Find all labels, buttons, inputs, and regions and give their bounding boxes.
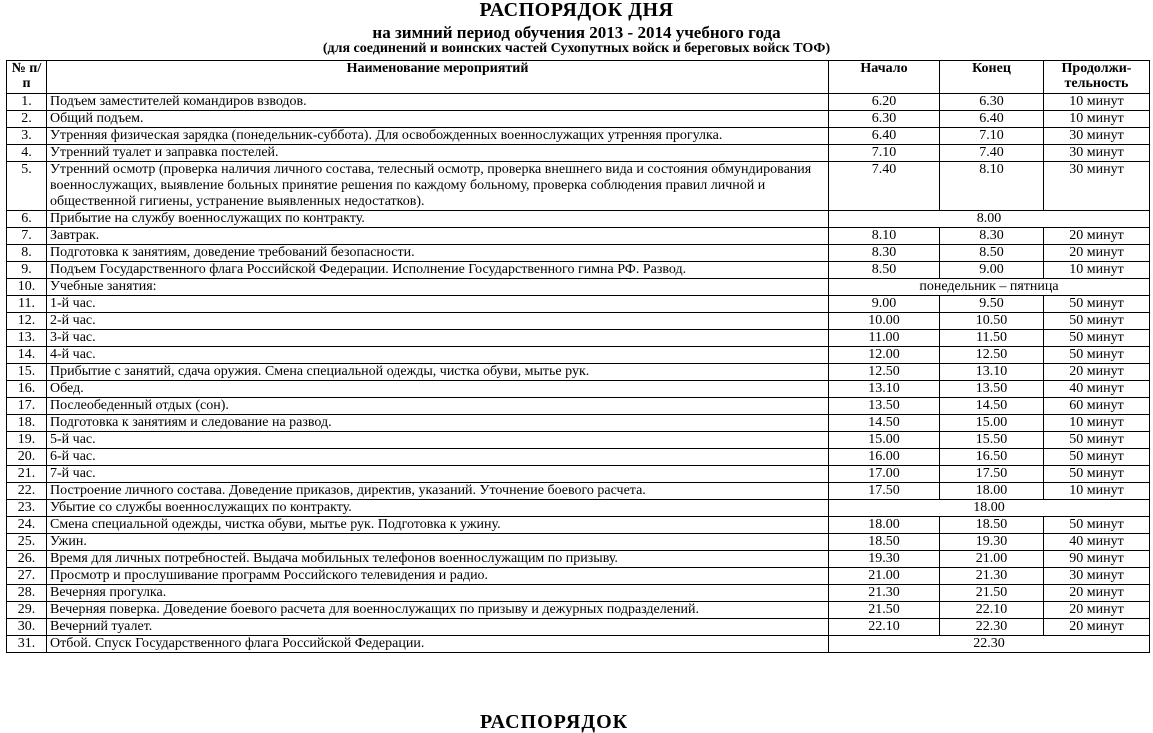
table-row	[7, 432, 1150, 449]
row-end-time: 22.30	[829, 636, 1150, 653]
row-number: 22.	[7, 483, 47, 500]
start-time: 13.50	[829, 398, 940, 415]
table-row	[7, 517, 1150, 534]
row-number: 2.	[7, 111, 47, 128]
activity-name: 5-й час.	[47, 432, 829, 449]
row-end-time: 8.00	[829, 211, 1150, 228]
row-number: 8.	[7, 245, 47, 262]
duration: 10 минут	[1044, 111, 1150, 128]
start-time: 6.30	[829, 111, 940, 128]
document-title: РАСПОРЯДОК ДНЯ	[479, 0, 674, 21]
table-row	[7, 145, 1150, 162]
activity-name: 2-й час.	[47, 313, 829, 330]
start-time: 18.50	[829, 534, 940, 551]
row-end-time: 18.00	[829, 500, 1150, 517]
start-time: 12.00	[829, 347, 940, 364]
next-page-title-fragment: РАСПОРЯДОК	[480, 711, 629, 733]
row-period: понедельник – пятница	[829, 279, 1150, 296]
start-time: 17.00	[829, 466, 940, 483]
end-time: 13.10	[940, 364, 1044, 381]
start-time: 21.30	[829, 585, 940, 602]
table-row	[7, 619, 1150, 636]
end-time: 17.50	[940, 466, 1044, 483]
table-row	[7, 636, 1150, 653]
end-time: 14.50	[940, 398, 1044, 415]
table-row	[7, 262, 1150, 279]
header-start: Начало	[829, 61, 940, 94]
duration: 20 минут	[1044, 364, 1150, 381]
activity-name: Подготовка к занятиям и следование на развод.	[47, 415, 829, 432]
table-row	[7, 279, 1150, 296]
table-row	[7, 568, 1150, 585]
row-number: 19.	[7, 432, 47, 449]
activity-name: Учебные занятия:	[47, 279, 829, 296]
start-time: 10.00	[829, 313, 940, 330]
activity-name: Прибытие на службу военнослужащих по контракту.	[47, 211, 829, 228]
row-number: 23.	[7, 500, 47, 517]
row-number: 7.	[7, 228, 47, 245]
table-row	[7, 128, 1150, 145]
duration: 10 минут	[1044, 262, 1150, 279]
duration: 50 минут	[1044, 313, 1150, 330]
start-time: 14.50	[829, 415, 940, 432]
start-time: 6.20	[829, 94, 940, 111]
end-time: 7.10	[940, 128, 1044, 145]
end-time: 12.50	[940, 347, 1044, 364]
table-row	[7, 585, 1150, 602]
activity-name: Смена специальной одежды, чистка обуви, мытье рук. Подготовка к ужину.	[47, 517, 829, 534]
end-time: 11.50	[940, 330, 1044, 347]
activity-name: Просмотр и прослушивание программ Российского телевидения и радио.	[47, 568, 829, 585]
activity-name: Подъем Государственного флага Российской Федерации. Исполнение Государственного гимна РФ. Развод.	[47, 262, 829, 279]
end-time: 22.10	[940, 602, 1044, 619]
activity-name: Завтрак.	[47, 228, 829, 245]
activity-name: Вечерний туалет.	[47, 619, 829, 636]
end-time: 13.50	[940, 381, 1044, 398]
end-time: 16.50	[940, 449, 1044, 466]
row-number: 11.	[7, 296, 47, 313]
row-number: 14.	[7, 347, 47, 364]
duration: 50 минут	[1044, 296, 1150, 313]
document-subtitle: на зимний период обучения 2013 - 2014 учебного года	[372, 23, 781, 42]
row-number: 3.	[7, 128, 47, 145]
duration: 30 минут	[1044, 162, 1150, 211]
duration: 30 минут	[1044, 128, 1150, 145]
duration: 50 минут	[1044, 449, 1150, 466]
end-time: 7.40	[940, 145, 1044, 162]
end-time: 9.50	[940, 296, 1044, 313]
activity-name: Время для личных потребностей. Выдача мобильных телефонов военнослужащим по призыву.	[47, 551, 829, 568]
row-number: 5.	[7, 162, 47, 211]
activity-name: Утренняя физическая зарядка (понедельник-суббота). Для освобожденных военнослужащих утренняя прогулка.	[47, 128, 829, 145]
start-time: 13.10	[829, 381, 940, 398]
table-row	[7, 162, 1150, 211]
table-row	[7, 245, 1150, 262]
row-number: 29.	[7, 602, 47, 619]
end-time: 15.50	[940, 432, 1044, 449]
start-time: 22.10	[829, 619, 940, 636]
duration: 50 минут	[1044, 466, 1150, 483]
row-number: 25.	[7, 534, 47, 551]
duration: 40 минут	[1044, 534, 1150, 551]
table-row	[7, 364, 1150, 381]
duration: 50 минут	[1044, 432, 1150, 449]
end-time: 8.30	[940, 228, 1044, 245]
activity-name: Ужин.	[47, 534, 829, 551]
end-time: 6.30	[940, 94, 1044, 111]
activity-name: Утренний туалет и заправка постелей.	[47, 145, 829, 162]
start-time: 7.40	[829, 162, 940, 211]
duration: 50 минут	[1044, 330, 1150, 347]
end-time: 18.00	[940, 483, 1044, 500]
row-number: 12.	[7, 313, 47, 330]
row-number: 15.	[7, 364, 47, 381]
table-row	[7, 228, 1150, 245]
row-number: 27.	[7, 568, 47, 585]
start-time: 21.50	[829, 602, 940, 619]
row-number: 26.	[7, 551, 47, 568]
duration: 20 минут	[1044, 602, 1150, 619]
row-number: 17.	[7, 398, 47, 415]
row-number: 4.	[7, 145, 47, 162]
table-row	[7, 381, 1150, 398]
end-time: 8.50	[940, 245, 1044, 262]
activity-name: Убытие со службы военнослужащих по контракту.	[47, 500, 829, 517]
duration: 30 минут	[1044, 145, 1150, 162]
duration: 50 минут	[1044, 517, 1150, 534]
table-row	[7, 551, 1150, 568]
table-row	[7, 111, 1150, 128]
table-header-row	[7, 61, 1150, 94]
activity-name: Общий подъем.	[47, 111, 829, 128]
table-row	[7, 466, 1150, 483]
start-time: 6.40	[829, 128, 940, 145]
activity-name: Прибытие с занятий, сдача оружия. Смена специальной одежды, чистка обуви, мытье рук.	[47, 364, 829, 381]
end-time: 8.10	[940, 162, 1044, 211]
table-row	[7, 398, 1150, 415]
table-row	[7, 211, 1150, 228]
table-row	[7, 602, 1150, 619]
activity-name: Обед.	[47, 381, 829, 398]
table-body	[7, 94, 1150, 653]
end-time: 6.40	[940, 111, 1044, 128]
duration: 30 минут	[1044, 568, 1150, 585]
start-time: 15.00	[829, 432, 940, 449]
duration: 10 минут	[1044, 483, 1150, 500]
table-row	[7, 330, 1150, 347]
duration: 10 минут	[1044, 415, 1150, 432]
end-time: 21.00	[940, 551, 1044, 568]
duration: 20 минут	[1044, 245, 1150, 262]
end-time: 18.50	[940, 517, 1044, 534]
activity-name: 1-й час.	[47, 296, 829, 313]
duration: 50 минут	[1044, 347, 1150, 364]
activity-name: Подготовка к занятиям, доведение требований безопасности.	[47, 245, 829, 262]
row-number: 21.	[7, 466, 47, 483]
row-number: 31.	[7, 636, 47, 653]
end-time: 10.50	[940, 313, 1044, 330]
schedule-table	[6, 60, 1150, 653]
activity-name: Отбой. Спуск Государственного флага Российской Федерации.	[47, 636, 829, 653]
activity-name: Вечерняя поверка. Доведение боевого расчета для военнослужащих по призыву и дежурных подразделений.	[47, 602, 829, 619]
start-time: 8.50	[829, 262, 940, 279]
end-time: 21.30	[940, 568, 1044, 585]
header-duration: Продолжи-тельность	[1044, 61, 1150, 94]
activity-name: Построение личного состава. Доведение приказов, директив, указаний. Уточнение боевого расчета.	[47, 483, 829, 500]
row-number: 28.	[7, 585, 47, 602]
start-time: 7.10	[829, 145, 940, 162]
start-time: 16.00	[829, 449, 940, 466]
duration: 10 минут	[1044, 94, 1150, 111]
table-row	[7, 347, 1150, 364]
end-time: 19.30	[940, 534, 1044, 551]
duration: 60 минут	[1044, 398, 1150, 415]
activity-name: 7-й час.	[47, 466, 829, 483]
activity-name: 6-й час.	[47, 449, 829, 466]
activity-name: 3-й час.	[47, 330, 829, 347]
start-time: 21.00	[829, 568, 940, 585]
duration: 20 минут	[1044, 228, 1150, 245]
end-time: 15.00	[940, 415, 1044, 432]
start-time: 11.00	[829, 330, 940, 347]
activity-name: Послеобеденный отдых (сон).	[47, 398, 829, 415]
end-time: 22.30	[940, 619, 1044, 636]
duration: 20 минут	[1044, 619, 1150, 636]
row-number: 20.	[7, 449, 47, 466]
table-row	[7, 449, 1150, 466]
table-row	[7, 313, 1150, 330]
start-time: 8.30	[829, 245, 940, 262]
row-number: 24.	[7, 517, 47, 534]
activity-name: Подъем заместителей командиров взводов.	[47, 94, 829, 111]
start-time: 17.50	[829, 483, 940, 500]
start-time: 8.10	[829, 228, 940, 245]
row-number: 9.	[7, 262, 47, 279]
row-number: 1.	[7, 94, 47, 111]
duration: 40 минут	[1044, 381, 1150, 398]
duration: 90 минут	[1044, 551, 1150, 568]
row-number: 18.	[7, 415, 47, 432]
header-num: № п/п	[7, 61, 47, 94]
table-row	[7, 415, 1150, 432]
table-row	[7, 483, 1150, 500]
table-row	[7, 500, 1150, 517]
row-number: 13.	[7, 330, 47, 347]
document-note: (для соединений и воинских частей Сухопутных войск и береговых войск ТОФ)	[322, 41, 831, 56]
start-time: 18.00	[829, 517, 940, 534]
activity-name: Вечерняя прогулка.	[47, 585, 829, 602]
header-name: Наименование мероприятий	[47, 61, 829, 94]
end-time: 21.50	[940, 585, 1044, 602]
row-number: 30.	[7, 619, 47, 636]
row-number: 16.	[7, 381, 47, 398]
table-row	[7, 296, 1150, 313]
row-number: 10.	[7, 279, 47, 296]
duration: 20 минут	[1044, 585, 1150, 602]
start-time: 12.50	[829, 364, 940, 381]
table-row	[7, 94, 1150, 111]
header-end: Конец	[940, 61, 1044, 94]
activity-name: Утренний осмотр (проверка наличия личного состава, телесный осмотр, проверка внешнего вида и состояния обмундирования военнослужащих, выявление больных принятие решения по каждому больному, проверка соблюдения правил личной и общественной гигиены, устранение выявленных недостатков).	[47, 162, 829, 211]
row-number: 6.	[7, 211, 47, 228]
end-time: 9.00	[940, 262, 1044, 279]
start-time: 9.00	[829, 296, 940, 313]
activity-name: 4-й час.	[47, 347, 829, 364]
start-time: 19.30	[829, 551, 940, 568]
table-row	[7, 534, 1150, 551]
